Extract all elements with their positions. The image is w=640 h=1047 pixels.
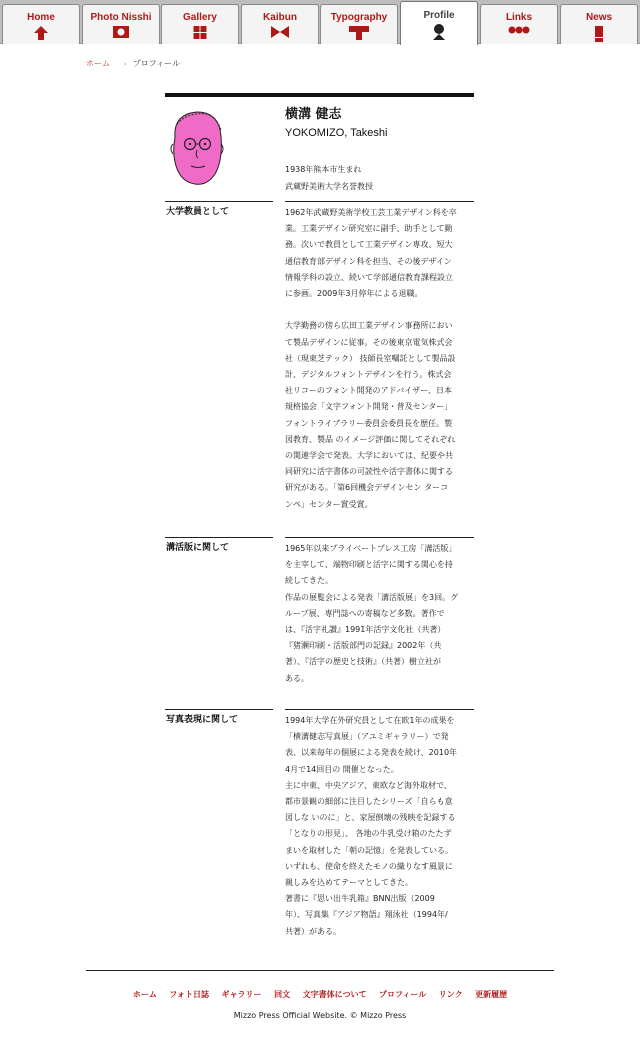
breadcrumb-separator: › xyxy=(124,60,127,68)
footer-link-changelog[interactable]: 更新履歴 xyxy=(475,990,508,999)
profile-name-ja: 横溝 健志 xyxy=(285,107,342,122)
top-nav xyxy=(0,0,640,44)
section-body: 1994年大学在外研究員として在欧1年の成果を 「横溝健志写真展」（アユミギャラリー）で発 表、以来毎年の個展による発表を続け、2010年 4月で14回目の 開催となった。 主に中東、中央アジア、東欧など海外取材で、 都市景観の細部に注目したシリーズ「自らも意 図しな いのに」と、家屋倒壊の残映を記録する 「となりの形見」、 各地の牛乳受け箱のたたず まいを取材した「朝の記憶」を発表している。 いずれも、使命を終えたモノの織りなす風景に 親しみを込めてテーマとしてきた。 著書に『思い出牛乳箱』BNN出版（2009 年）、写真集『アジア物語』翔泳社（1994年/ 共著）がある。 xyxy=(285,716,458,936)
tab-kaibun[interactable] xyxy=(241,4,319,44)
tab-photo-nisshi[interactable] xyxy=(82,4,160,44)
profile-name-en: YOKOMIZO, Takeshi xyxy=(285,127,388,139)
footer-link-links[interactable]: リンク xyxy=(438,990,463,999)
tab-news-label: News xyxy=(585,12,613,23)
copyright: Mizzo Press Official Website. © Mizzo Press xyxy=(233,1011,407,1020)
section-rule xyxy=(285,537,474,538)
tab-gallery[interactable] xyxy=(161,4,239,44)
tab-gallery-label: Gallery xyxy=(183,12,217,23)
bowtie-icon xyxy=(271,26,289,38)
section-body: 1965年以来プライベートプレス工房「溝活版」 を主宰して、端物印刷と活字に関する関心を持 続してきた。 作品の展覧会による発表「溝活版展」を3回。グ ループ展、専門誌への寄稿など多数。著作で は、『活字礼讃』1991年活字文化社（共著） 『猪瀬印刷・活版部門の記録』2002年（共 著）、『活字の歴史と技術』（共著）樹立社が ある。 xyxy=(285,544,459,683)
exclamation-icon xyxy=(595,26,603,42)
tab-news[interactable] xyxy=(560,4,638,44)
tab-profile-label: Profile xyxy=(423,10,455,21)
section-heading: 大学教員として xyxy=(166,207,230,217)
section-heading: 写真表現に関して xyxy=(166,715,239,725)
section-body: 1962年武蔵野美術学校工芸工業デザイン科を卒 業。工業デザイン研究室に副手、助手として勤 務。次いで教員として工業デザイン専攻、短大 通信教育部デザイン科を担当、その後デザイン 情報学科の設立、続いて学部通信教育課程設立 に参画。2009年3月停年による退職。 大学勤務の傍ら広田工業デザイン事務所におい て製品デザインに従事。その後東京電気株式会 社（現東芝テック） 技師長室嘱託として製品設 計、デジタルフォントデザインを行う。株式会 社リコーのフォント開発のアドバイザー、日本 規格協会「文字フォント開発・普及センター」 フォントライブラリー委員会委員長を歴任。製 図教育、製品 のイメージ評価に関してそれぞれ の関連学会で発表。大学においては、紀要や共 同研究に活字書体の可読性や活字書体に関する 研究がある。「第6回機会デザインセン ターコ ンペ」センター賞受賞。 xyxy=(285,208,457,509)
tab-typography[interactable] xyxy=(320,4,398,44)
tab-home-label: Home xyxy=(27,12,55,23)
breadcrumb-home-link[interactable]: ホーム xyxy=(86,59,110,68)
section-rule xyxy=(165,537,273,538)
footer-link-typography[interactable]: 文字書体について xyxy=(302,990,367,999)
up-arrow-icon xyxy=(34,26,48,40)
camera-icon xyxy=(113,26,129,38)
portrait-caricature-icon xyxy=(167,108,227,188)
profile-born: 1938年熊本市生まれ xyxy=(285,165,362,174)
footer-link-profile[interactable]: プロフィール xyxy=(379,990,427,999)
person-icon xyxy=(431,24,447,40)
tab-links[interactable] xyxy=(480,4,558,44)
section-rule xyxy=(285,709,474,710)
footer-link-gallery[interactable]: ギャラリー xyxy=(221,990,262,999)
tab-kaibun-label: Kaibun xyxy=(263,12,297,23)
footer-nav xyxy=(0,990,640,1000)
footer-link-home[interactable]: ホーム xyxy=(132,990,157,999)
grid-icon xyxy=(194,26,207,39)
footer-link-kaibun[interactable]: 回文 xyxy=(274,990,291,999)
section-rule xyxy=(165,201,273,202)
dots-icon xyxy=(508,26,530,34)
tab-home[interactable] xyxy=(2,4,80,44)
section-rule xyxy=(285,201,474,202)
footer-rule xyxy=(86,970,554,971)
section-rule xyxy=(165,709,273,710)
breadcrumb xyxy=(86,59,180,69)
profile-title: 武蔵野美術大学名誉教授 xyxy=(285,182,373,191)
tab-links-label: Links xyxy=(505,12,533,23)
section-heading: 溝活版に関して xyxy=(166,543,230,553)
tab-typography-label: Typography xyxy=(330,12,388,23)
tab-profile[interactable] xyxy=(400,1,478,45)
t-shape-icon xyxy=(349,26,369,40)
footer-link-photo-diary[interactable]: フォト日誌 xyxy=(169,990,209,999)
profile-top-rule xyxy=(165,93,474,97)
tab-photo-nisshi-label: Photo Nisshi xyxy=(90,12,152,23)
breadcrumb-current: プロフィール xyxy=(132,59,181,68)
